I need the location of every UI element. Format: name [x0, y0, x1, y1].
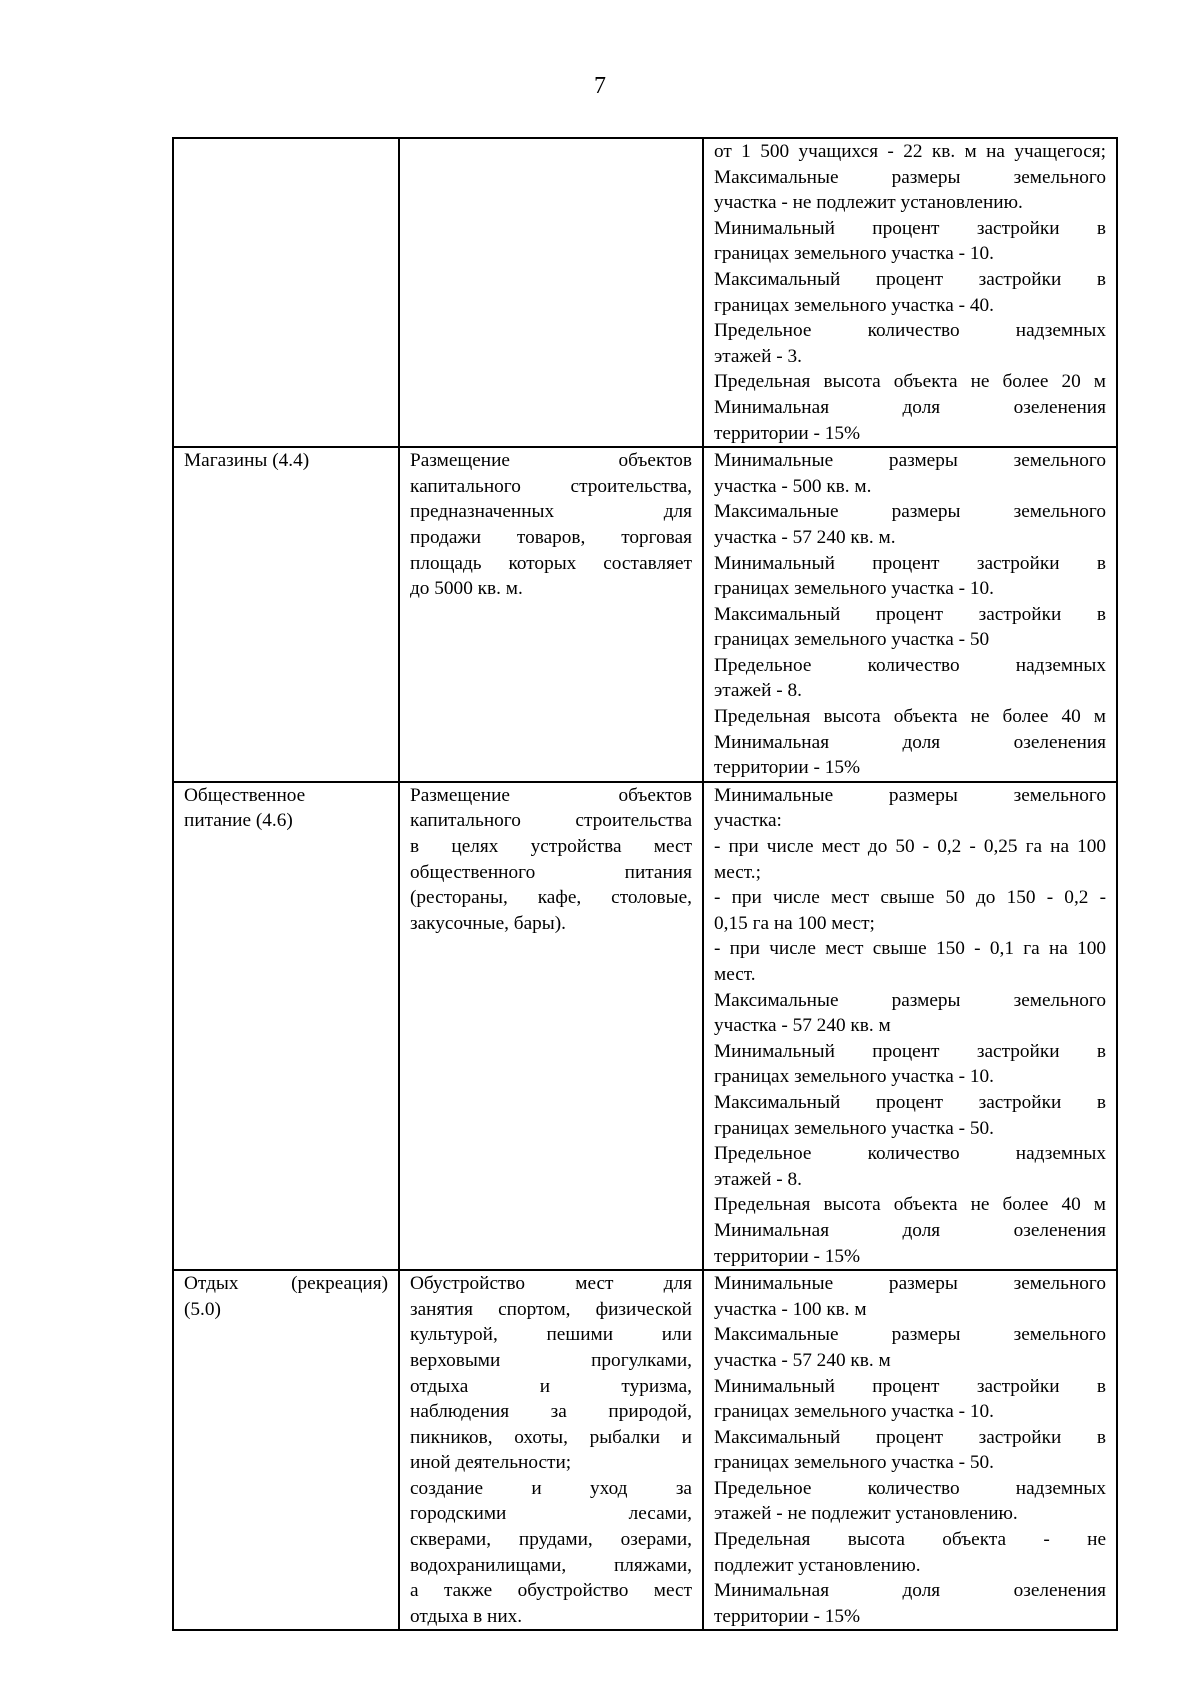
cell-text-line: Предельное количество надземных [714, 1143, 1106, 1165]
cell-text-line: Максимальные размеры земельного [714, 501, 1106, 523]
cell-text-line: Минимальные размеры земельного [714, 784, 1106, 806]
cell-text-line: Максимальный процент застройки в [714, 268, 1106, 290]
cell-text-line: капитального строительства [410, 810, 692, 832]
cell-text-line: (5.0) [184, 1298, 221, 1320]
use-type-description-cell [399, 447, 703, 782]
cell-text-line: территории - 15% [714, 1605, 861, 1627]
cell-text-line: Максимальные размеры земельного [714, 166, 1106, 188]
cell-text-line: Максимальный процент застройки в [714, 1091, 1106, 1113]
cell-text-line: закусочные, бары). [410, 912, 566, 934]
cell-text-line: Обустройство мест для [410, 1273, 692, 1295]
cell-text-line: участка - 100 кв. м [714, 1298, 867, 1320]
cell-text-line: Минимальная доля озеленения [714, 1219, 1106, 1241]
cell-text-line: этажей - 8. [714, 680, 802, 702]
cell-text-line: Предельная высота объекта не более 40 м [714, 706, 1106, 728]
cell-text-line: этажей - не подлежит установлению. [714, 1503, 1018, 1525]
cell-text-line: Размещение объектов [410, 450, 692, 472]
cell-text-line: Минимальные размеры земельного [714, 450, 1106, 472]
use-type-name-cell [173, 1270, 399, 1630]
cell-text-line: участка - не подлежит установлению. [714, 192, 1023, 214]
cell-text-line: питание (4.6) [184, 810, 293, 832]
cell-text-line: участка - 57 240 кв. м [714, 1349, 891, 1371]
cell-text-line: наблюдения за природой, [410, 1401, 692, 1423]
cell-text-line: Предельное количество надземных [714, 1477, 1106, 1499]
cell-text-line: предназначенных для [410, 501, 692, 523]
table-row [173, 782, 1117, 1270]
cell-text-line: Минимальная доля озеленения [714, 396, 1106, 418]
cell-text-line: Минимальный процент застройки в [714, 552, 1106, 574]
cell-text-line: Максимальный процент застройки в [714, 1426, 1106, 1448]
cell-text-line: границах земельного участка - 10. [714, 1401, 994, 1423]
cell-text-line: создание и уход за [410, 1477, 692, 1499]
use-type-name-cell [173, 447, 399, 782]
use-type-description-cell [399, 138, 703, 447]
cell-text-line: Предельное количество надземных [714, 654, 1106, 676]
cell-text-line: водохранилищами, пляжами, [410, 1554, 692, 1576]
cell-text-line: Минимальный процент застройки в [714, 217, 1106, 239]
cell-text-line: границах земельного участка - 10. [714, 578, 994, 600]
use-type-name-cell [173, 138, 399, 447]
cell-text-line: участка - 500 кв. м. [714, 475, 872, 497]
cell-text-line: этажей - 3. [714, 345, 802, 367]
use-type-description-cell [399, 1270, 703, 1630]
use-type-name-cell [173, 782, 399, 1270]
use-type-parameters-cell [703, 447, 1117, 782]
use-type-parameters-cell [703, 138, 1117, 447]
cell-text-line: до 5000 кв. м. [410, 578, 523, 600]
cell-text-line: участка - 57 240 кв. м. [714, 526, 896, 548]
cell-text-line: Минимальная доля озеленения [714, 731, 1106, 753]
table-row [173, 1270, 1117, 1630]
cell-text-line: Максимальный процент застройки в [714, 603, 1106, 625]
cell-text-line: иной деятельности; [410, 1452, 572, 1474]
cell-text-line: Максимальные размеры земельного [714, 989, 1106, 1011]
cell-text-line: Предельная высота объекта - не [714, 1529, 1106, 1551]
cell-text-line: капитального строительства, [410, 475, 692, 497]
cell-text-line: границах земельного участка - 40. [714, 294, 994, 316]
cell-text-line: Магазины (4.4) [184, 450, 310, 472]
cell-text-line: культурой, пешими или [410, 1324, 692, 1346]
cell-text-line: Предельная высота объекта не более 40 м [714, 1194, 1106, 1216]
cell-text-line: Отдых (рекреация) [184, 1273, 388, 1295]
cell-text-line: Размещение объектов [410, 784, 692, 806]
cell-text-line: участка - 57 240 кв. м [714, 1015, 891, 1037]
cell-text-line: границах земельного участка - 50. [714, 1452, 994, 1474]
land-use-table [172, 137, 1118, 1631]
cell-text-line: территории - 15% [714, 422, 861, 444]
use-type-parameters-cell [703, 1270, 1117, 1630]
cell-text-line: территории - 15% [714, 757, 861, 779]
cell-text-line: от 1 500 учащихся - 22 кв. м на учащегося; [714, 141, 1106, 162]
cell-text-line: верховыми прогулками, [410, 1349, 692, 1371]
cell-text-line: скверами, прудами, озерами, [410, 1529, 692, 1551]
table-body [173, 138, 1117, 1630]
cell-text-line: а также обустройство мест [410, 1580, 692, 1602]
cell-text-line: продажи товаров, торговая [410, 526, 692, 548]
cell-text-line: границах земельного участка - 50. [714, 1117, 994, 1139]
use-type-description-cell [399, 782, 703, 1270]
cell-text-line: пикников, охоты, рыбалки и [410, 1426, 692, 1448]
cell-text-line: Минимальный процент застройки в [714, 1040, 1106, 1062]
use-type-parameters-cell [703, 782, 1117, 1270]
cell-text-line: Минимальные размеры земельного [714, 1273, 1106, 1295]
cell-text-line: Максимальные размеры земельного [714, 1324, 1106, 1346]
cell-text-line: - при числе мест свыше 50 до 150 - 0,2 - [714, 887, 1106, 909]
table-row [173, 138, 1117, 447]
table-row [173, 447, 1117, 782]
cell-text-line: этажей - 8. [714, 1168, 802, 1190]
cell-text-line: границах земельного участка - 10. [714, 243, 994, 265]
cell-text-line: Минимальная доля озеленения [714, 1580, 1106, 1602]
cell-text-line: Общественное [184, 784, 306, 806]
cell-text-line: Предельное количество надземных [714, 320, 1106, 342]
cell-text-line: Предельная высота объекта не более 20 м [714, 371, 1106, 393]
cell-text-line: мест.; [714, 861, 761, 883]
cell-text-line: занятия спортом, физической [410, 1298, 692, 1320]
cell-text-line: - при числе мест до 50 - 0,2 - 0,25 га на 100 [714, 836, 1106, 858]
cell-text-line: (рестораны, кафе, столовые, [410, 887, 692, 909]
cell-text-line: отдыха в них. [410, 1605, 523, 1627]
cell-text-line: отдыха и туризма, [410, 1375, 692, 1397]
cell-text-line: участка: [714, 810, 782, 832]
cell-text-line: городскими лесами, [410, 1503, 692, 1525]
cell-text-line: в целях устройства мест [410, 836, 692, 858]
cell-text-line: общественного питания [410, 861, 692, 883]
cell-text-line: границах земельного участка - 10. [714, 1066, 994, 1088]
cell-text-line: 0,15 га на 100 мест; [714, 912, 875, 934]
cell-text-line: мест. [714, 964, 756, 985]
cell-text-line: - при числе мест свыше 150 - 0,1 га на 100 [714, 938, 1106, 960]
cell-text-line: территории - 15% [714, 1245, 861, 1267]
cell-text-line: подлежит установлению. [714, 1554, 921, 1576]
cell-text-line: площадь которых составляет [410, 552, 692, 574]
page-number: 7 [594, 73, 606, 99]
cell-text-line: границах земельного участка - 50 [714, 629, 990, 651]
cell-text-line: Минимальный процент застройки в [714, 1375, 1106, 1397]
